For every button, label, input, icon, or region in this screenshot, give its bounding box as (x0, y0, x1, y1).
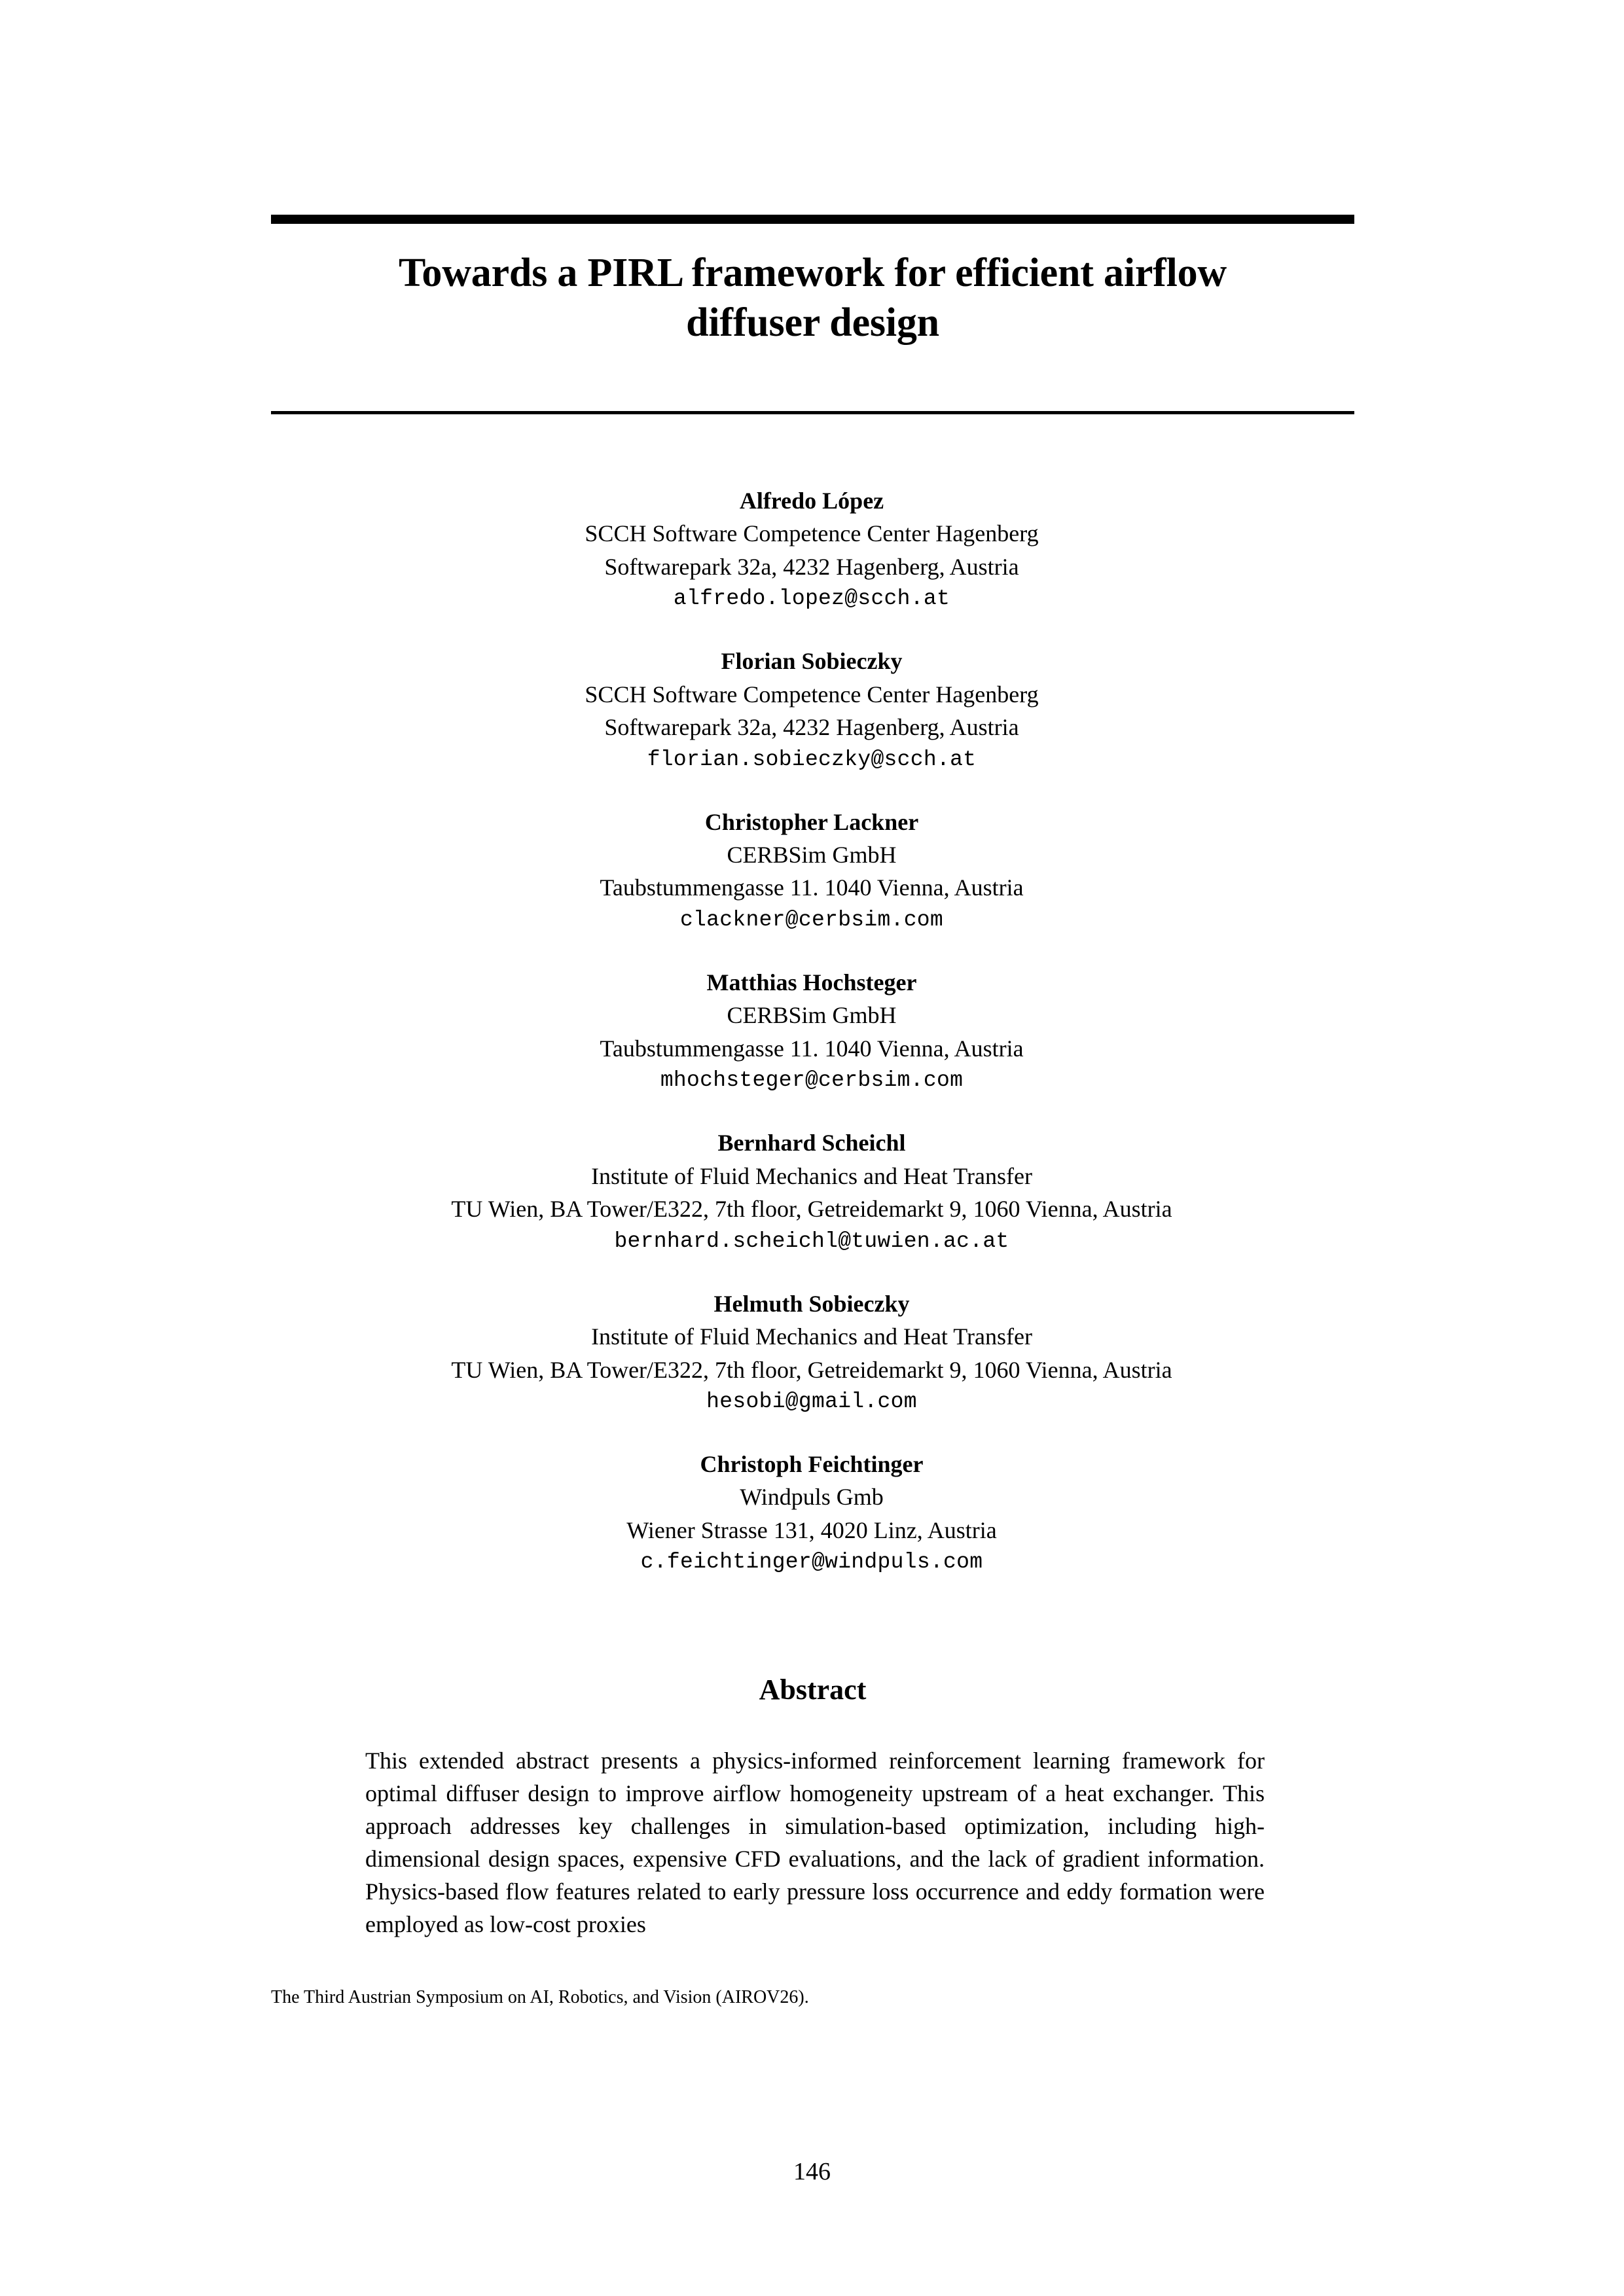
author-name: Helmuth Sobieczky (713, 1290, 910, 1317)
author-email[interactable]: florian.sobieczky@scch.at (647, 747, 977, 772)
author-affiliation: SCCH Software Competence Center Hagenberg (585, 520, 1039, 547)
author-address: TU Wien, BA Tower/E322, 7th floor, Getreidemarkt 9, 1060 Vienna, Austria (451, 1196, 1172, 1223)
author-email[interactable]: mhochsteger@cerbsim.com (660, 1068, 964, 1093)
author-affiliation: CERBSim GmbH (727, 1002, 897, 1029)
author-address: Wiener Strasse 131, 4020 Linz, Austria (626, 1516, 997, 1543)
author-list (223, 484, 1401, 1608)
title-bottom-rule (271, 411, 1354, 414)
author-name: Matthias Hochsteger (706, 969, 917, 996)
abstract-body: This extended abstract presents a physics-informed reinforcement learning framework for optimal diffuser design to improve airflow homogeneity upstream of a heat exchanger. This approach addresses key challenges in simulation-based optimization, including high-dimensional design spaces, expensive CFD evaluations, and the lack of gradient information. Physics-based flow features related to early pressure loss occurrence and eddy formation were employed as low-cost proxies (365, 1748, 1265, 1938)
abstract-heading: Abstract (759, 1674, 867, 1706)
author-affiliation: Windpuls Gmb (740, 1484, 884, 1511)
author-email[interactable]: clackner@cerbsim.com (679, 907, 944, 932)
author-name: Christopher Lackner (704, 808, 919, 835)
author-block (223, 1126, 1401, 1257)
author-name: Bernhard Scheichl (717, 1130, 906, 1157)
author-email[interactable]: c.feichtinger@windpuls.com (640, 1550, 983, 1575)
author-email[interactable]: alfredo.lopez@scch.at (673, 586, 950, 611)
page-number: 146 (793, 2158, 831, 2185)
author-address: Softwarepark 32a, 4232 Hagenberg, Austria (604, 553, 1019, 580)
author-block (223, 806, 1401, 936)
page-title (271, 249, 1354, 348)
author-address: Softwarepark 32a, 4232 Hagenberg, Austria (604, 714, 1019, 741)
author-affiliation: Institute of Fluid Mechanics and Heat Transfer (591, 1323, 1032, 1350)
author-address: Taubstummengasse 11. 1040 Vienna, Austria (600, 1035, 1024, 1062)
author-name: Florian Sobieczky (721, 648, 903, 675)
title-top-rule (271, 215, 1354, 224)
author-affiliation: Institute of Fluid Mechanics and Heat Transfer (591, 1162, 1032, 1189)
author-block (223, 484, 1401, 615)
footnote: The Third Austrian Symposium on AI, Robotics, and Vision (AIROV26). (271, 1987, 809, 2007)
author-block (223, 645, 1401, 775)
author-block (223, 1448, 1401, 1578)
author-email[interactable]: hesobi@gmail.com (706, 1389, 917, 1414)
author-address: TU Wien, BA Tower/E322, 7th floor, Getreidemarkt 9, 1060 Vienna, Austria (451, 1356, 1172, 1383)
author-email[interactable]: bernhard.scheichl@tuwien.ac.at (614, 1229, 1009, 1253)
author-affiliation: CERBSim GmbH (727, 842, 897, 869)
author-affiliation: SCCH Software Competence Center Hagenberg (585, 681, 1039, 708)
title-line-1: Towards a PIRL framework for efficient airflow (398, 251, 1227, 295)
author-block (223, 1287, 1401, 1418)
author-address: Taubstummengasse 11. 1040 Vienna, Austria (600, 874, 1024, 901)
author-name: Alfredo López (739, 488, 884, 514)
author-name: Christoph Feichtinger (700, 1451, 924, 1478)
author-block (223, 966, 1401, 1096)
title-line-2: diffuser design (686, 300, 939, 345)
